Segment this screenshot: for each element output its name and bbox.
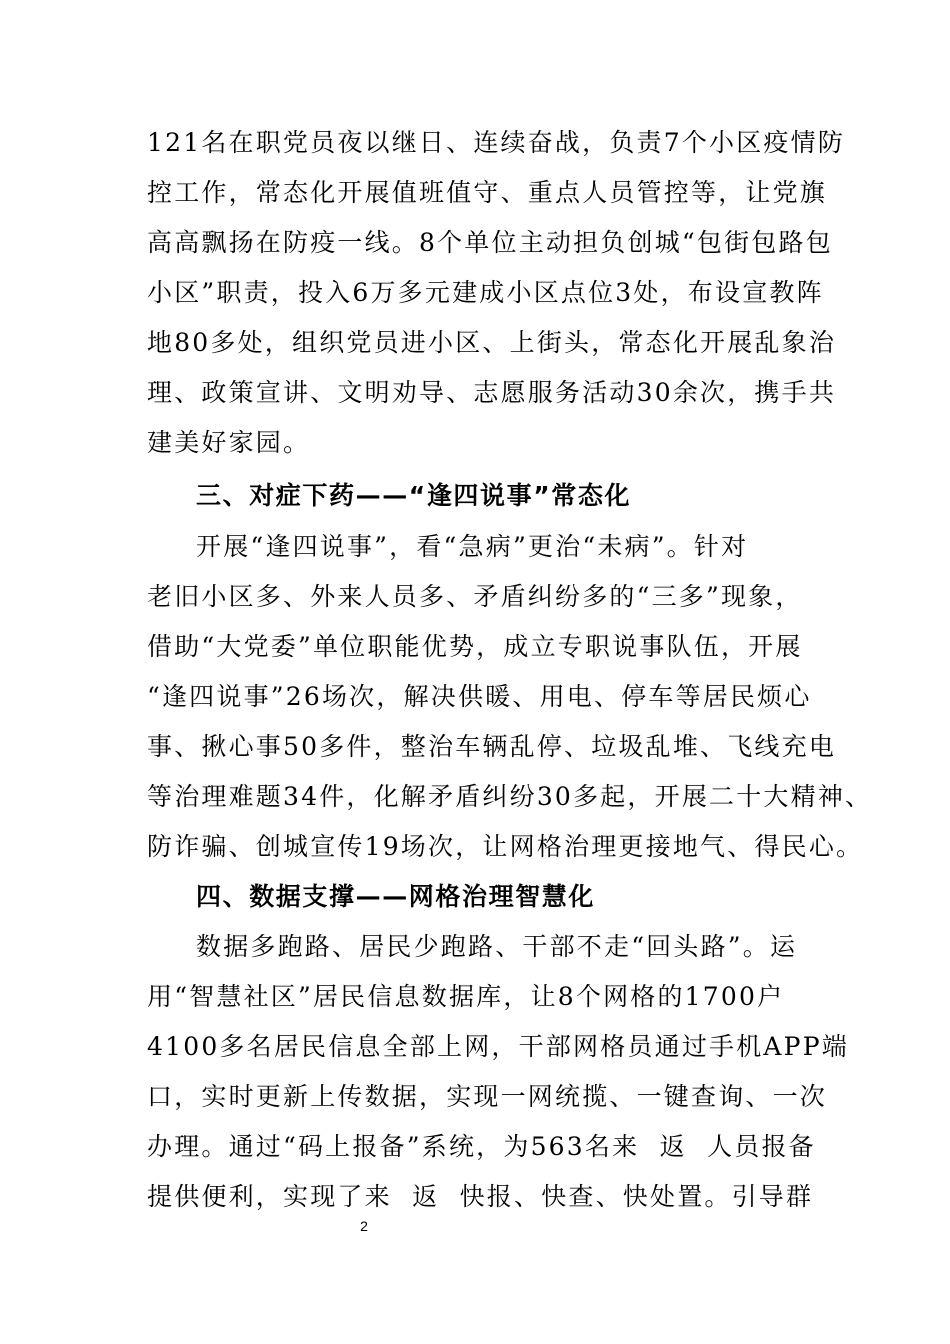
- paragraph-line: 用“智慧社区”居民信息数据库，让8个网格的1700户: [147, 982, 785, 1011]
- paragraph-line: 理、政策宣讲、文明劝导、志愿服务活动30余次，携手共: [147, 378, 837, 407]
- paragraph-line: 借助“大党委”单位职能优势，成立专职说事队伍，开展: [147, 632, 803, 661]
- section-heading: 三、对症下药——“逢四说事”常态化: [196, 481, 632, 510]
- paragraph-line: 老旧小区多、外来人员多、矛盾纠纷多的“三多”现象，: [147, 582, 803, 611]
- paragraph-line: 高高飘扬在防疫一线。8个单位主动担负创城“包街包路包: [147, 228, 833, 257]
- paragraph-line: 等治理难题34件，化解矛盾纠纷30多起，开展二十大精神、: [147, 782, 873, 811]
- paragraph-line: 地80多处，组织党员进小区、上街头，常态化开展乱象治: [147, 328, 837, 357]
- paragraph-line: 开展“逢四说事”，看“急病”更治“未病”。针对: [196, 532, 749, 561]
- paragraph-line: 防诈骗、创城宣传19场次，让网格治理更接地气、得民心。: [147, 832, 864, 861]
- paragraph-line: “逢四说事”26场次，解决供暖、用电、停车等居民烦心: [147, 682, 812, 711]
- paragraph-line: 建美好家园。: [147, 428, 311, 457]
- paragraph-line: 口，实时更新上传数据，实现一网统揽、一键查询、一次: [147, 1082, 828, 1111]
- paragraph-line: 办理。通过“码上报备”系统，为563名来 返 人员报备: [147, 1132, 816, 1161]
- paragraph-line: 数据多跑路、居民少跑路、干部不走“回头路”。运: [196, 932, 798, 961]
- paragraph-line: 121名在职党员夜以继日、连续奋战，负责7个小区疫情防: [147, 128, 846, 157]
- section-heading: 四、数据支撑——网格治理智慧化: [196, 882, 596, 911]
- paragraph-line: 提供便利，实现了来 返 快报、快查、快处置。引导群: [147, 1182, 814, 1211]
- paragraph-line: 4100多名居民信息全部上网，干部网格员通过手机APP端: [147, 1032, 849, 1061]
- paragraph-line: 事、揪心事50多件，整治车辆乱停、垃圾乱堆、飞线充电: [147, 732, 837, 761]
- paragraph-line: 控工作，常态化开展值班值守、重点人员管控等，让党旗: [147, 178, 828, 207]
- paragraph-line: 小区”职责，投入6万多元建成小区点位3处，布设宣教阵: [147, 278, 824, 307]
- page-number: 2: [360, 1218, 368, 1234]
